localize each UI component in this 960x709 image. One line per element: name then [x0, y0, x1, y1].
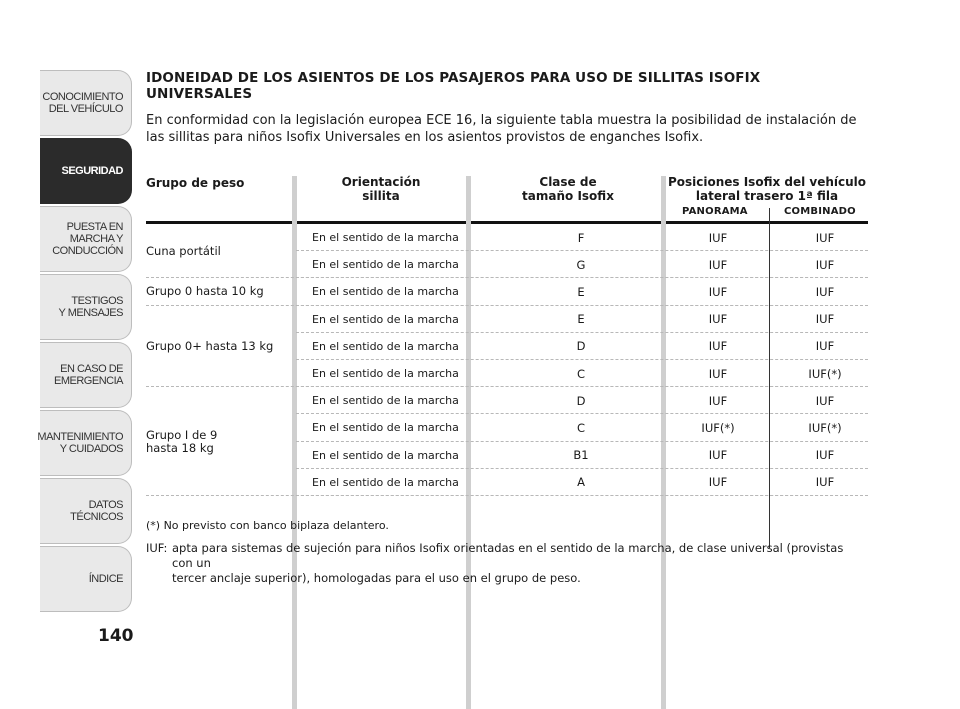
cell-panorama: IUF	[708, 230, 728, 245]
cell-size-class: E	[577, 312, 585, 327]
sidebar-tab[interactable]: EN CASO DE EMERGENCIA	[40, 342, 132, 408]
intro-paragraph: En conformidad con la legislación europea ECE 16, la siguiente tabla muestra la posibilidad de instalación de las sillitas para niños Isofix Universales en los asientos provistos de enganches Isofix.	[146, 113, 857, 145]
cell-orientation: En el sentido de la marcha	[312, 285, 459, 299]
table-row	[146, 251, 868, 278]
sidebar-tab[interactable]: CONOCIMIENTO DEL VEHÍCULO	[40, 70, 132, 136]
cell-combinado: IUF	[815, 312, 835, 327]
isofix-table	[146, 172, 868, 496]
cell-combinado: IUF(*)	[808, 366, 842, 381]
page-number: 140	[98, 626, 134, 646]
cell-size-class: B1	[573, 448, 589, 463]
cell-combinado: IUF(*)	[808, 420, 842, 435]
cell-panorama: IUF	[708, 366, 728, 381]
cell-panorama: IUF	[708, 448, 728, 463]
cell-combinado: IUF	[815, 393, 835, 408]
weight-group-label: Grupo 0 hasta 10 kg	[146, 284, 264, 299]
cell-panorama: IUF	[708, 284, 728, 299]
cell-panorama: IUF	[708, 339, 728, 354]
cell-size-class: D	[576, 393, 586, 408]
cell-orientation: En el sentido de la marcha	[312, 394, 459, 408]
table-row	[146, 387, 868, 414]
group-divider	[146, 495, 868, 496]
cell-size-class: E	[577, 284, 585, 299]
table-row	[146, 414, 868, 441]
group-divider	[146, 386, 868, 387]
cell-size-class: C	[576, 420, 586, 435]
weight-group-label: Cuna portátil	[146, 243, 221, 258]
cell-orientation: En el sentido de la marcha	[312, 339, 459, 353]
header-positions: Posiciones Isofix del vehículo lateral trasero 1ª fila	[667, 175, 867, 203]
footnote-asterisk: (*) No previsto con banco biplaza delantero.	[146, 519, 389, 532]
sidebar-tab[interactable]: MANTENIMIENTO Y CUIDADOS	[40, 410, 132, 476]
table-header	[146, 172, 868, 224]
sidebar-tab[interactable]: DATOS TÉCNICOS	[40, 478, 132, 544]
sidebar-tab[interactable]: SEGURIDAD	[40, 138, 132, 204]
footnote-iuf-key: IUF:	[146, 541, 168, 555]
cell-orientation: En el sentido de la marcha	[312, 312, 459, 326]
cell-combinado: IUF	[815, 284, 835, 299]
cell-panorama: IUF	[708, 312, 728, 327]
footnote-iuf-line1: apta para sistemas de sujeción para niños Isofix orientadas en el sentido de la marcha, de clase universal (provistas con un	[172, 541, 844, 570]
header-combinado: COMBINADO	[784, 206, 856, 217]
sidebar-tab[interactable]: ÍNDICE	[40, 546, 132, 612]
cell-panorama: IUF(*)	[701, 420, 735, 435]
cell-size-class: C	[576, 366, 586, 381]
cell-orientation: En el sentido de la marcha	[312, 231, 459, 245]
header-panorama: PANORAMA	[682, 206, 748, 217]
cell-size-class: D	[576, 339, 586, 354]
cell-size-class: A	[577, 475, 585, 490]
table-row	[146, 469, 868, 496]
weight-group-label: Grupo I de 9 hasta 18 kg	[146, 427, 218, 455]
cell-orientation: En el sentido de la marcha	[312, 421, 459, 435]
cell-combinado: IUF	[815, 448, 835, 463]
chapter-sidebar	[37, 70, 132, 614]
cell-orientation: En el sentido de la marcha	[312, 448, 459, 462]
footnote-iuf-line2: tercer anclaje superior), homologadas para el uso en el grupo de peso.	[172, 571, 581, 585]
cell-combinado: IUF	[815, 339, 835, 354]
table-row	[146, 442, 868, 469]
header-size-class: Clase de tamaño Isofix	[522, 175, 614, 203]
cell-panorama: IUF	[708, 393, 728, 408]
sidebar-tab[interactable]: PUESTA EN MARCHA Y CONDUCCIÓN	[40, 206, 132, 272]
cell-size-class: F	[577, 230, 585, 245]
table-row	[146, 224, 868, 251]
footnote-iuf	[146, 541, 866, 586]
weight-group-label: Grupo 0+ hasta 13 kg	[146, 338, 274, 353]
header-orientation: Orientación sillita	[341, 175, 421, 203]
cell-combinado: IUF	[815, 475, 835, 490]
cell-panorama: IUF	[708, 257, 728, 272]
cell-panorama: IUF	[708, 475, 728, 490]
cell-orientation: En el sentido de la marcha	[312, 367, 459, 381]
header-weight-group: Grupo de peso	[146, 176, 245, 190]
cell-combinado: IUF	[815, 230, 835, 245]
cell-size-class: G	[576, 257, 586, 272]
cell-orientation: En el sentido de la marcha	[312, 475, 459, 489]
table-body	[146, 224, 868, 496]
cell-orientation: En el sentido de la marcha	[312, 258, 459, 272]
sidebar-tab[interactable]: TESTIGOS Y MENSAJES	[40, 274, 132, 340]
section-title: IDONEIDAD DE LOS ASIENTOS DE LOS PASAJEROS PARA USO DE SILLITAS ISOFIX UNIVERSALES	[146, 70, 761, 102]
cell-combinado: IUF	[815, 257, 835, 272]
